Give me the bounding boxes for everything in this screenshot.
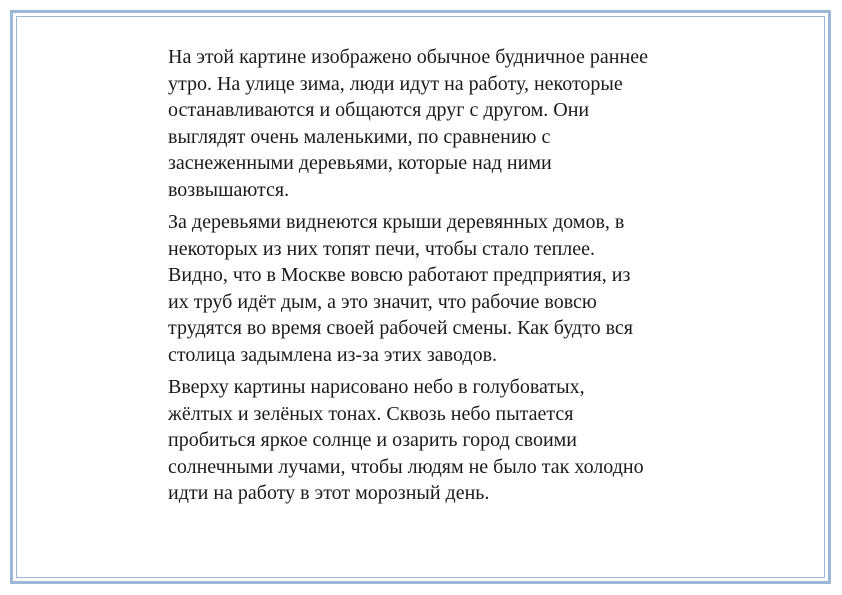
text-line: За деревьями виднеются крыши деревянных домов, в bbox=[168, 211, 625, 233]
text-line: их труб идёт дым, а это значит, что рабочие вовсю bbox=[168, 290, 597, 313]
text-line: некоторых из них топят печи, чтобы стало теплее. bbox=[168, 237, 596, 260]
text-line: столица задымлена из-за этих заводов. bbox=[168, 343, 498, 366]
paragraph-3 bbox=[168, 374, 708, 507]
text-line: На этой картине изображено обычное будничное раннее bbox=[168, 46, 648, 68]
text-line: пробиться яркое солнце и озарить город своими bbox=[168, 429, 578, 451]
text-line: жёлтых и зелёных тонах. Сквозь небо пытается bbox=[168, 402, 574, 425]
text-line: солнечными лучами, чтобы людям не было так холодно bbox=[168, 455, 644, 478]
text-line: возвышаются. bbox=[168, 178, 290, 201]
text-line: трудятся во время своей рабочей смены. Как будто вся bbox=[168, 317, 633, 339]
text-line: идти на работу в этот морозный день. bbox=[168, 482, 490, 504]
text-line: останавливаются и общаются друг с другом. Они bbox=[168, 99, 590, 121]
text-body bbox=[168, 44, 708, 513]
paragraph-1 bbox=[168, 44, 708, 203]
text-line: заснеженными деревьями, которые над ними bbox=[168, 152, 552, 174]
text-line: Видно, что в Москве вовсю работают предприятия, из bbox=[168, 264, 631, 286]
text-line: утро. На улице зима, люди идут на работу, некоторые bbox=[168, 72, 623, 95]
paragraph-2 bbox=[168, 209, 708, 368]
text-line: выглядят очень маленькими, по сравнению с bbox=[168, 125, 551, 148]
text-line: Вверху картины нарисовано небо в голубоватых, bbox=[168, 376, 585, 398]
